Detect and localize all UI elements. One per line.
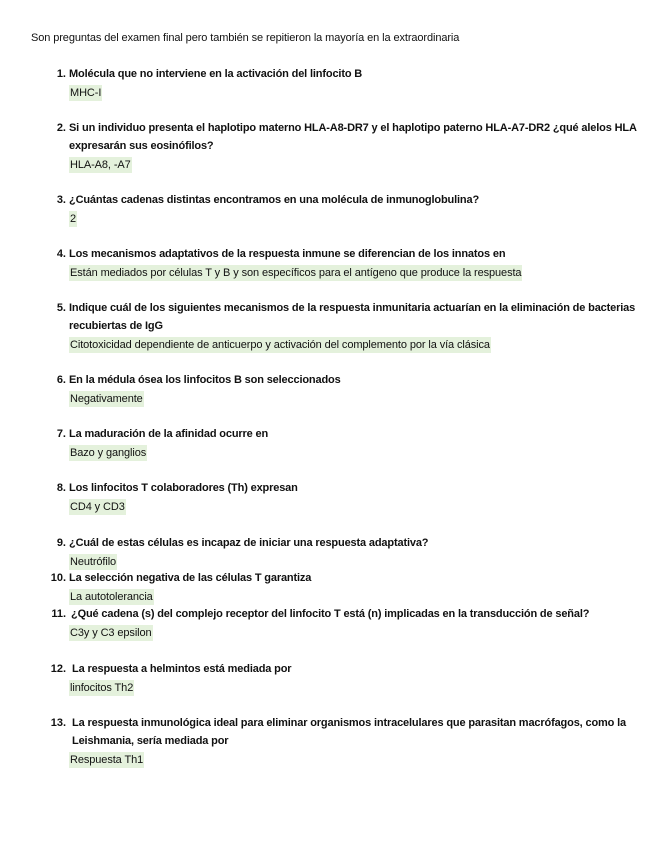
question-number: 12. <box>50 663 66 675</box>
answer-text: C3y y C3 epsilon <box>70 627 152 639</box>
answer-text: Citotoxicidad dependiente de anticuerpo y activación del complemento por la vía clásica <box>70 339 490 351</box>
question-text: Si un individuo presenta el haplotipo materno HLA-A8-DR7 y el haplotipo paterno HLA-A7-DR2 ¿qué alelos HLA expresarán sus eosinófilos? <box>69 122 637 152</box>
answer-text: CD4 y CD3 <box>70 501 125 513</box>
question-text: La respuesta a helmintos está mediada por <box>72 663 292 675</box>
question-text: ¿Cuál de estas células es incapaz de iniciar una respuesta adaptativa? <box>69 537 429 549</box>
question-number: 5. <box>56 302 66 314</box>
question-text: La selección negativa de las células T garantiza <box>69 572 312 584</box>
question-number: 3. <box>56 194 66 206</box>
question-number: 7. <box>56 428 66 440</box>
question-text: La respuesta inmunológica ideal para eliminar organismos intracelulares que parasitan macrófagos, como la Leishmania, sería mediada por <box>72 717 626 747</box>
question-number: 10. <box>50 572 66 584</box>
question-number: 11. <box>51 608 66 620</box>
question-number: 9. <box>56 537 66 549</box>
question-number: 8. <box>56 482 66 494</box>
question-number: 13. <box>50 717 66 729</box>
answer-text: 2 <box>70 213 77 225</box>
question-number: 1. <box>56 68 66 80</box>
question-text: Los linfocitos T colaboradores (Th) expresan <box>69 482 298 494</box>
answer-text: La autotolerancia <box>70 591 153 603</box>
question-text: ¿Qué cadena (s) del complejo receptor del linfocito T está (n) implicadas en la transducción de señal? <box>71 608 590 620</box>
answer-text: HLA-A8, -A7 <box>70 159 131 171</box>
intro-text: Son preguntas del examen final pero también se repitieron la mayoría en la extraordinaria <box>31 32 460 44</box>
question-number: 6. <box>56 374 66 386</box>
answer-text: Respuesta Th1 <box>70 754 144 766</box>
question-text: Indique cuál de los siguientes mecanismos de la respuesta inmunitaria actuarían en la eliminación de bacterias recubiertas de IgG <box>69 302 636 332</box>
answer-text: Negativamente <box>70 393 143 405</box>
question-text: En la médula ósea los linfocitos B son seleccionados <box>69 374 341 386</box>
question-number: 2. <box>56 122 66 134</box>
question-text: Los mecanismos adaptativos de la respuesta inmune se diferencian de los innatos en <box>69 248 506 260</box>
answer-text: Están mediados por células T y B y son específicos para el antígeno que produce la respuesta <box>70 267 522 279</box>
question-number: 4. <box>56 248 66 260</box>
answer-text: MHC-I <box>70 87 102 99</box>
question-text: La maduración de la afinidad ocurre en <box>69 428 269 440</box>
answer-text: Bazo y ganglios <box>70 447 147 459</box>
question-text: Molécula que no interviene en la activación del linfocito B <box>69 68 363 80</box>
question-text: ¿Cuántas cadenas distintas encontramos en una molécula de inmunoglobulina? <box>69 194 480 206</box>
answer-text: Neutrófilo <box>70 556 117 568</box>
answer-text: linfocitos Th2 <box>70 682 134 694</box>
